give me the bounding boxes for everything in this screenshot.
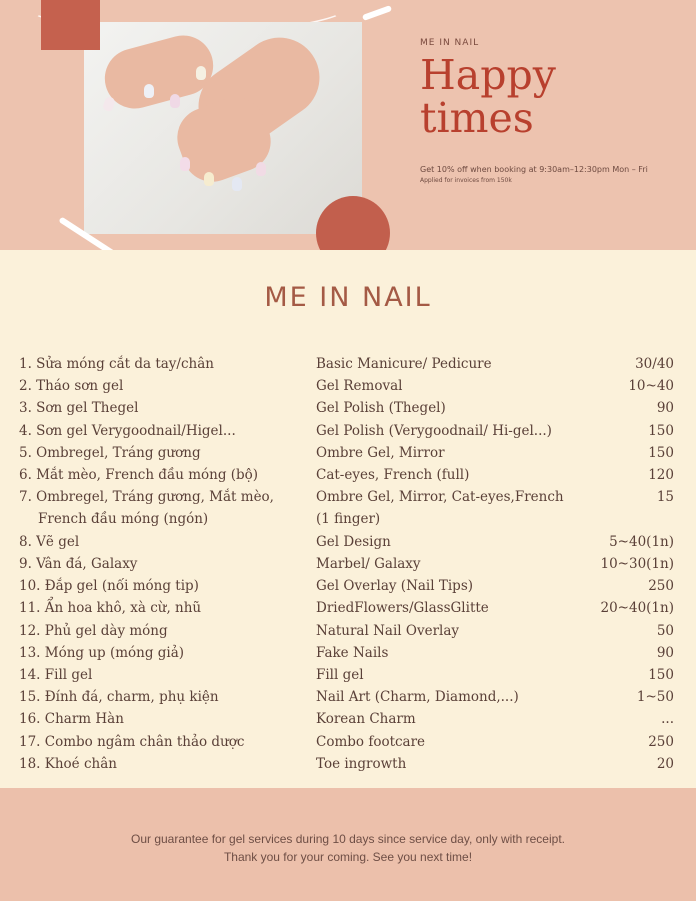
service-name-en: Marbel/ Galaxy (316, 555, 421, 572)
service-name-en: Toe ingrowth (316, 755, 407, 772)
service-name-vi-cont: French đầu móng (ngón) (38, 511, 209, 528)
nail (170, 94, 180, 108)
service-name-vi: 14. Fill gel (19, 666, 93, 683)
service-name-vi: 6. Mắt mèo, French đầu móng (bộ) (19, 467, 259, 483)
service-price: 15 (656, 489, 674, 506)
promo-text: Get 10% off when booking at 9:30am–12:30pm Mon – Fri (420, 165, 648, 174)
service-name-vi: 16. Charm Hàn (19, 711, 124, 728)
service-name-en: Gel Design (316, 533, 391, 550)
headline-line2: times (420, 94, 534, 142)
service-name-vi: 10. Đắp gel (nối móng tip) (19, 578, 199, 595)
nail (180, 157, 190, 171)
service-price: 5~40(1n) (609, 533, 674, 550)
service-name-en-cont: (1 finger) (316, 511, 381, 528)
nail (232, 177, 242, 191)
service-name-vi: 2. Tháo sơn gel (19, 378, 124, 395)
service-price: 10~30(1n) (600, 555, 674, 572)
menu-title: ME IN NAIL (264, 282, 432, 313)
service-price: 150 (648, 422, 674, 439)
service-price: 20~40(1n) (600, 600, 674, 617)
service-name-vi: 4. Sơn gel Verygoodnail/Higel... (19, 422, 236, 439)
service-price: 90 (656, 400, 674, 417)
service-name-en: Gel Polish (Verygoodnail/ Hi-gel...) (316, 422, 552, 439)
guarantee-text: Our guarantee for gel services during 10 days since service day, only with receipt. (131, 832, 565, 846)
service-name-vi: 11. Ẩn hoa khô, xà cừ, nhũ (19, 600, 202, 617)
service-name-en: Korean Charm (316, 711, 416, 728)
service-price: 1~50 (636, 689, 674, 706)
footer (0, 788, 696, 901)
header-banner (0, 0, 696, 250)
nail (144, 84, 154, 98)
headline (420, 51, 556, 142)
service-name-vi: 15. Đính đá, charm, phụ kiện (19, 689, 219, 706)
promo-note: Applied for invoices from 150k (420, 177, 512, 184)
service-name-vi: 7. Ombregel, Tráng gương, Mắt mèo, (19, 489, 274, 506)
service-price: 30/40 (635, 356, 674, 372)
service-name-en: Nail Art (Charm, Diamond,...) (316, 689, 519, 706)
service-name-en: Cat-eyes, French (full) (316, 467, 470, 483)
decorative-square (41, 0, 100, 50)
nail (204, 172, 214, 186)
service-price: 150 (648, 666, 674, 683)
service-price: 250 (648, 578, 674, 595)
service-price: 10~40 (628, 378, 674, 395)
service-price: ... (661, 711, 674, 728)
hands-photo (84, 22, 362, 234)
service-name-vi: 5. Ombregel, Tráng gương (19, 444, 201, 461)
service-name-en: Gel Removal (316, 378, 403, 395)
service-price: 20 (656, 755, 674, 772)
service-name-en: Ombre Gel, Mirror (316, 444, 445, 461)
service-name-en: Basic Manicure/ Pedicure (316, 356, 492, 372)
service-name-vi: 8. Vẽ gel (19, 533, 80, 550)
service-name-en: Gel Polish (Thegel) (316, 400, 446, 417)
service-name-en: Ombre Gel, Mirror, Cat-eyes,French (316, 489, 564, 506)
service-name-vi: 18. Khoé chân (19, 755, 117, 772)
service-price: 250 (648, 733, 674, 750)
service-price: 50 (656, 622, 674, 639)
service-name-vi: 17. Combo ngâm chân thảo dược (19, 733, 245, 750)
brand-label: ME IN NAIL (420, 38, 480, 48)
service-name-vi: 1. Sửa móng cắt da tay/chân (19, 356, 214, 372)
decorative-stroke (362, 5, 392, 21)
service-price: 120 (648, 467, 674, 483)
service-name-en: Combo footcare (316, 733, 426, 750)
service-name-vi: 12. Phủ gel dày móng (19, 622, 168, 639)
service-name-en: Gel Overlay (Nail Tips) (316, 578, 474, 595)
service-name-en: Natural Nail Overlay (316, 622, 460, 639)
service-name-vi: 9. Vân đá, Galaxy (19, 555, 138, 572)
service-price: 90 (656, 644, 674, 661)
nail (256, 162, 266, 176)
headline-line1: Happy (420, 51, 556, 99)
service-price: 150 (648, 444, 674, 461)
service-name-en: DriedFlowers/GlassGlitte (316, 600, 489, 617)
service-name-vi: 13. Móng up (móng giả) (19, 644, 185, 661)
nail (196, 66, 206, 80)
service-name-vi: 3. Sơn gel Thegel (19, 400, 139, 417)
service-name-en: Fill gel (316, 666, 364, 683)
service-name-en: Fake Nails (316, 644, 389, 661)
thank-you-text: Thank you for your coming. See you next time! (223, 850, 473, 864)
nail (102, 96, 116, 113)
